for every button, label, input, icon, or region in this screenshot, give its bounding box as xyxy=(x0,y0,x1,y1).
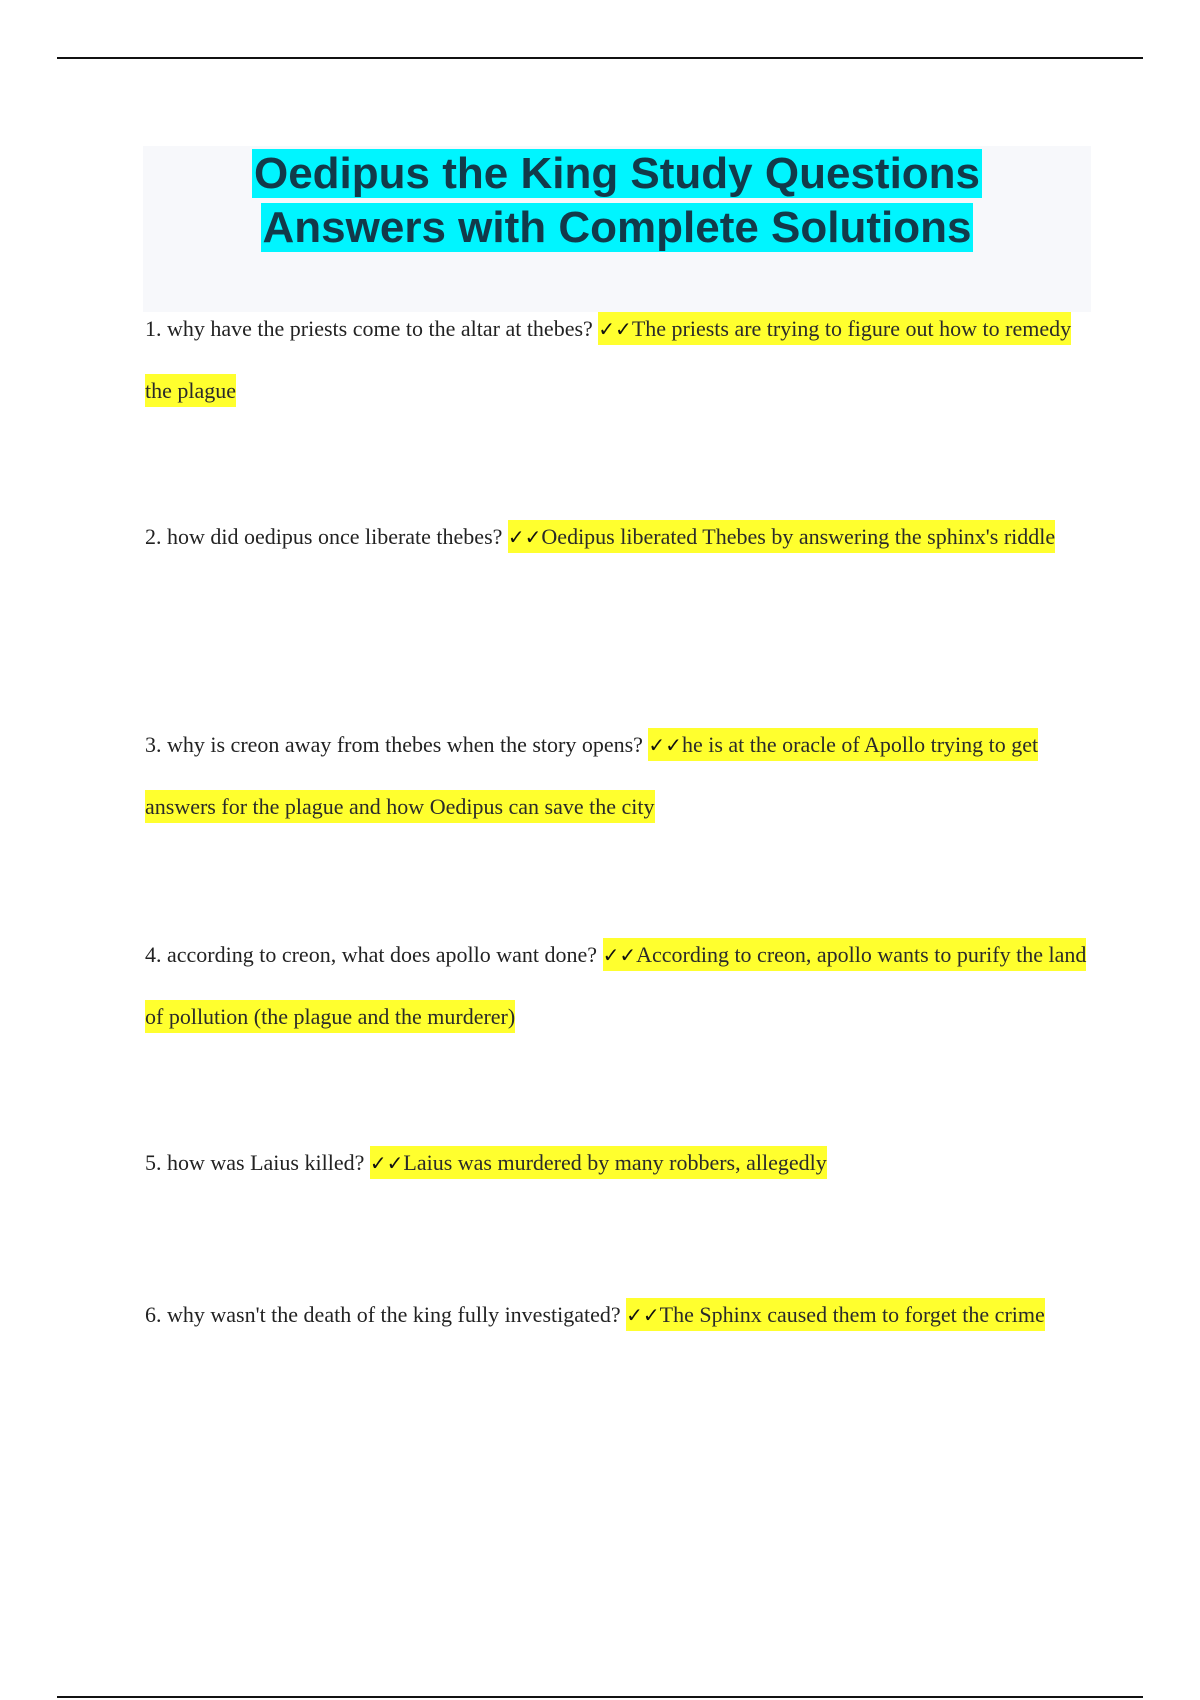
answer-body: The Sphinx caused them to forget the crime xyxy=(659,1302,1045,1327)
double-check-icon: ✓✓ xyxy=(598,317,632,341)
answer-text xyxy=(508,520,1055,553)
double-check-icon: ✓✓ xyxy=(626,1303,660,1327)
question-text: 4. according to creon, what does apollo want done? xyxy=(145,942,603,967)
question-text: 5. how was Laius killed? xyxy=(145,1150,370,1175)
qa-item-5 xyxy=(145,1132,1095,1194)
answer-text xyxy=(370,1146,827,1179)
question-text: 1. why have the priests come to the altar at thebes? xyxy=(145,316,599,341)
answer-body: The priests are trying to figure out how to remedy the plague xyxy=(145,316,1072,403)
qa-item-4 xyxy=(145,924,1095,1047)
answer-text xyxy=(626,1298,1045,1331)
answer-body: Oedipus liberated Thebes by answering the sphinx's riddle xyxy=(541,524,1056,549)
top-rule xyxy=(57,57,1143,59)
qa-item-6 xyxy=(145,1284,1095,1346)
bottom-rule xyxy=(57,1696,1143,1698)
qa-item-2 xyxy=(145,506,1095,568)
document-title xyxy=(143,146,1091,255)
double-check-icon: ✓✓ xyxy=(507,525,542,549)
double-check-icon: ✓✓ xyxy=(369,1151,404,1175)
question-text: 6. why wasn't the death of the king fully investigated? xyxy=(145,1302,627,1327)
double-check-icon: ✓✓ xyxy=(602,943,637,967)
title-line-1: Oedipus the King Study Questions xyxy=(253,149,981,198)
answer-body: Laius was murdered by many robbers, allegedly xyxy=(403,1150,827,1175)
question-text: 3. why is creon away from thebes when the story opens? xyxy=(145,732,649,757)
qa-item-1 xyxy=(145,298,1095,421)
double-check-icon: ✓✓ xyxy=(648,733,682,757)
question-text: 2. how did oedipus once liberate thebes? xyxy=(145,524,508,549)
title-line-2: Answers with Complete Solutions xyxy=(262,203,972,252)
qa-item-3 xyxy=(145,714,1095,837)
answer-body: he is at the oracle of Apollo trying to get answers for the plague and how Oedipus can save the city xyxy=(145,732,1039,819)
title-box xyxy=(143,146,1091,312)
answer-body: According to creon, apollo wants to purify the land of pollution (the plague and the murderer) xyxy=(145,942,1087,1029)
